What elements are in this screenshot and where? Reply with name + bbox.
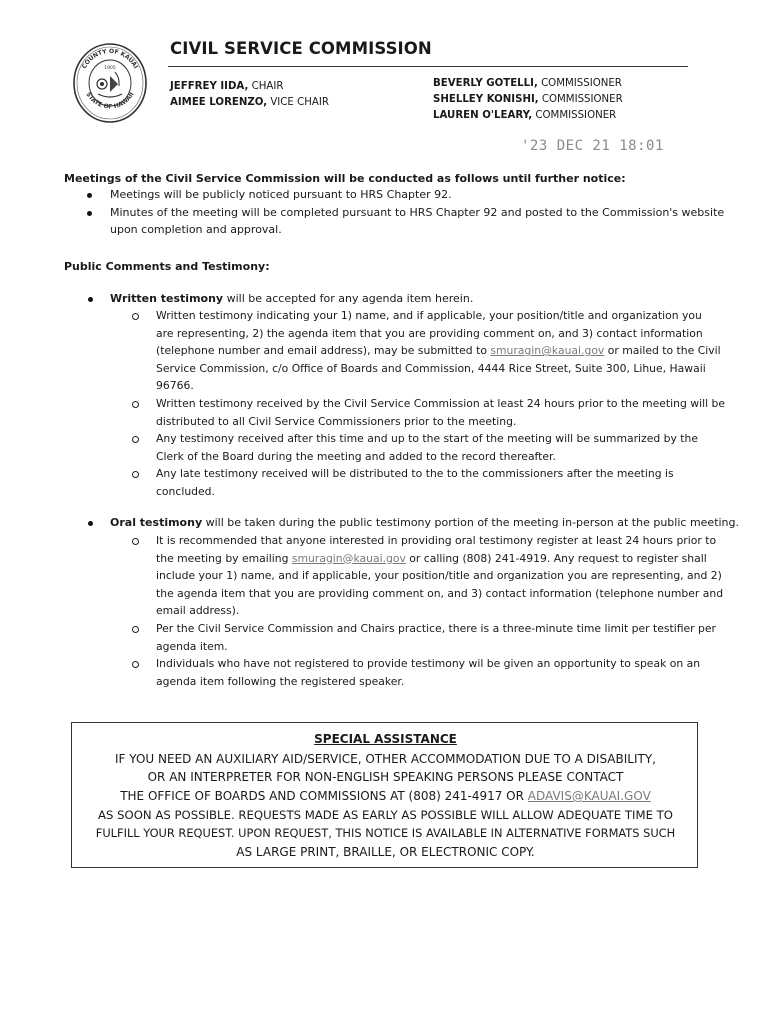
officers-right	[433, 76, 623, 124]
special-assistance-title: SPECIAL ASSISTANCE	[314, 732, 457, 746]
list-item	[110, 514, 760, 532]
oral-item-1-line-4: the agenda item that you are providing comment on, and 3) contact information (telephone number and	[156, 586, 724, 600]
written-item-1-line-5: 96766.	[156, 379, 194, 393]
oral-item-1-line-3: include your 1) name, and if applicable, your position/title and organization you are representing, and 2)	[156, 569, 722, 583]
email-link[interactable]: smuragin@kauai.gov	[291, 551, 406, 565]
oral-item-2-line-2: agenda item.	[156, 639, 228, 653]
officers-left	[170, 79, 329, 111]
vice-chair-role: VICE CHAIR	[267, 97, 329, 108]
written-item-1-line-2: are representing, 2) the agenda item that you are providing comment on, and 3) contact information	[156, 326, 703, 340]
county-seal-icon	[72, 42, 148, 124]
commissioner-line	[433, 92, 623, 108]
list-item	[156, 307, 756, 325]
written-item-1-line-1: Written testimony indicating your 1) name, and if applicable, your position/title and organization you	[156, 309, 702, 322]
written-item-2-line-2: distributed to all Civil Service Commissioners prior to the meeting.	[156, 414, 517, 428]
assistance-line-5: FULFILL YOUR REQUEST. UPON REQUEST, THIS NOTICE IS AVAILABLE IN ALTERNATIVE FORMATS SUCH	[95, 826, 676, 840]
sub-bullet-icon	[132, 313, 139, 320]
oral-item-1-line-2-rest: or calling (808) 241-4919. Any request to register shall	[405, 551, 707, 565]
oral-item-2-line-1: Per the Civil Service Commission and Chairs practice, there is a three-minute time limit per testifier per	[156, 621, 716, 635]
meetings-heading: Meetings of the Civil Service Commission will be conducted as follows until further notice:	[64, 172, 626, 185]
written-item-1-line-3-text: (telephone number and email address), may be submitted to	[156, 344, 491, 358]
oral-item-1-line-5: email address).	[156, 604, 240, 618]
oral-sublist	[156, 532, 756, 690]
sub-bullet-icon	[132, 401, 139, 408]
sub-bullet-icon	[132, 471, 139, 478]
bullet-icon	[88, 297, 93, 302]
bullet-icon	[88, 521, 93, 526]
svg-text:STATE OF HAWAII	[84, 91, 135, 110]
chair-role: CHAIR	[248, 81, 284, 92]
sub-bullet-icon	[132, 538, 139, 545]
meetings-list	[110, 186, 750, 239]
commissioner-name: BEVERLY GOTELLI,	[433, 78, 538, 89]
assistance-line-2: OR AN INTERPRETER FOR NON-ENGLISH SPEAKING PERSONS PLEASE CONTACT	[147, 770, 624, 784]
assistance-line-6: AS LARGE PRINT, BRAILLE, OR ELECTRONIC COPY.	[236, 845, 535, 859]
assistance-line-3-text: THE OFFICE OF BOARDS AND COMMISSIONS AT (808) 241-4917 OR	[120, 789, 528, 803]
seal-year: 1905	[104, 66, 116, 71]
oral-item-3-line-1: Individuals who have not registered to provide testimony wil be given an opportunity to speak on an	[156, 657, 701, 671]
commissioner-role: COMMISSIONER	[532, 110, 617, 121]
email-link[interactable]: smuragin@kauai.gov	[490, 344, 605, 358]
list-item	[156, 655, 756, 673]
oral-testimony-text: will be taken during the public testimony portion of the meeting in-person at the public meeting.	[202, 516, 740, 529]
sub-bullet-icon	[132, 661, 139, 668]
bullet-icon	[87, 211, 92, 216]
commissioner-line	[433, 108, 623, 124]
oral-item-3-line-2: agenda item following the registered speaker.	[156, 674, 405, 688]
written-testimony-lead: Written testimony	[110, 292, 224, 305]
chair-line	[170, 79, 329, 95]
public-comments-heading: Public Comments and Testimony:	[64, 260, 270, 273]
oral-testimony-lead: Oral testimony	[110, 516, 203, 529]
written-item-4-line-2: concluded.	[156, 484, 215, 498]
seal-bottom-text: STATE OF HAWAII	[84, 91, 136, 111]
assistance-line-4: AS SOON AS POSSIBLE. REQUESTS MADE AS EARLY AS POSSIBLE WILL ALLOW ADEQUATE TIME TO	[97, 808, 674, 822]
meetings-bullet-2-line-1: Minutes of the meeting will be completed pursuant to HRS Chapter 92 and posted to the Commission's website	[110, 205, 725, 219]
list-item	[156, 430, 756, 448]
vice-chair-line	[170, 95, 329, 111]
received-date-stamp: '23 DEC 21 18:01	[521, 138, 664, 154]
written-item-1-line-3	[156, 342, 756, 360]
written-item-2-line-1: Written testimony received by the Civil Service Commission at least 24 hours prior to the meeting will be	[156, 396, 726, 410]
written-item-1-line-4: Service Commission, c/o Office of Boards and Commission, 4444 Rice Street, Suite 300, Lihue, Hawaii	[156, 361, 706, 375]
sub-bullet-icon	[132, 436, 139, 443]
oral-item-1-line-1: It is recommended that anyone interested in providing oral testimony register at least 24 hours prior to	[156, 534, 717, 547]
oral-testimony-bullet	[110, 514, 760, 532]
meetings-bullet-2-line-2: upon completion and approval.	[110, 223, 282, 237]
written-sublist	[156, 307, 756, 501]
written-item-4-line-1: Any late testimony received will be distributed to the to the commissioners after the meeting is	[156, 467, 674, 481]
county-seal	[72, 42, 148, 124]
written-item-3-line-1: Any testimony received after this time and up to the start of the meeting will be summarized by the	[156, 432, 699, 446]
commissioner-role: COMMISSIONER	[538, 94, 623, 105]
assistance-line-3	[72, 789, 699, 803]
commissioner-name: SHELLEY KONISHI,	[433, 94, 539, 105]
written-testimony-text: will be accepted for any agenda item herein.	[223, 292, 474, 305]
oral-item-1-line-2	[156, 550, 756, 568]
email-link[interactable]: ADAVIS@KAUAI.GOV	[527, 789, 651, 803]
list-item	[156, 465, 756, 483]
meetings-bullet-1: Meetings will be publicly noticed pursuant to HRS Chapter 92.	[110, 188, 452, 201]
list-item	[110, 204, 750, 222]
page-title: CIVIL SERVICE COMMISSION	[170, 39, 432, 58]
written-item-1-line-3-rest: or mailed to the Civil	[604, 344, 721, 358]
written-testimony-bullet	[110, 290, 750, 308]
commissioner-line	[433, 76, 623, 92]
special-assistance-box	[71, 722, 698, 868]
commissioner-name: LAUREN O'LEARY,	[433, 110, 533, 121]
list-item	[110, 290, 750, 308]
oral-item-1-line-2-text: the meeting by emailing	[156, 551, 292, 565]
vice-chair-name: AIMEE LORENZO,	[170, 97, 268, 108]
chair-name: JEFFREY IIDA,	[170, 81, 249, 92]
list-item	[156, 620, 756, 638]
list-item	[110, 186, 750, 204]
seal-top-text: COUNTY OF KAUAI	[80, 47, 140, 70]
assistance-line-1: IF YOU NEED AN AUXILIARY AID/SERVICE, OTHER ACCOMMODATION DUE TO A DISABILITY,	[115, 752, 656, 766]
commissioner-role: COMMISSIONER	[537, 78, 622, 89]
bullet-icon	[87, 193, 92, 198]
title-divider	[168, 66, 688, 67]
list-item	[156, 532, 756, 550]
written-item-3-line-2: Clerk of the Board during the meeting and added to the record thereafter.	[156, 449, 556, 463]
list-item	[156, 395, 756, 413]
sub-bullet-icon	[132, 626, 139, 633]
